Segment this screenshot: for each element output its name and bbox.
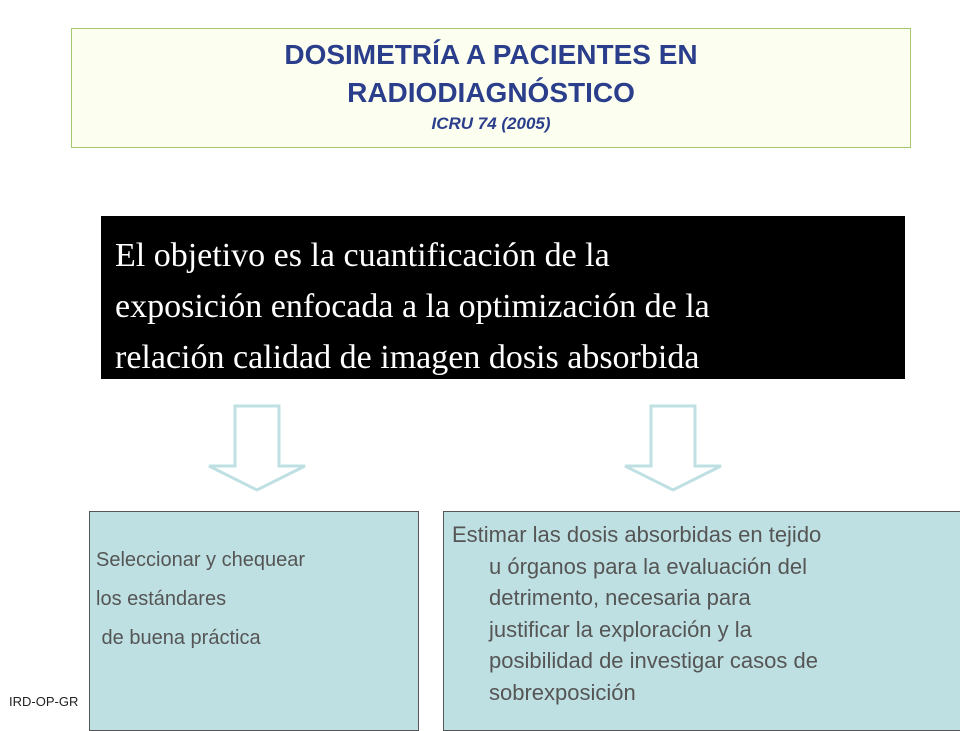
- page-title: [72, 36, 910, 112]
- title-box: [71, 28, 911, 148]
- left-box-line-1: Seleccionar y chequear: [96, 549, 306, 571]
- right-box-line-2: u órganos para la evaluación del: [489, 553, 808, 579]
- objective-box: [101, 216, 905, 379]
- left-box-line-3: de buena práctica: [96, 627, 261, 649]
- objective-line-3: relación calidad de imagen dosis absorbida: [115, 339, 700, 376]
- right-box-line-6: sobrexposición: [489, 679, 636, 705]
- right-box-line-1: Estimar las dosis absorbidas en tejido: [452, 522, 822, 547]
- right-info-box: [443, 511, 960, 731]
- footer-code: IRD-OP-GR: [9, 694, 79, 709]
- title-line-2: RADIODIAGNÓSTICO: [347, 77, 635, 108]
- right-box-line-3: detrimento, necesaria para: [489, 585, 751, 610]
- title-line-1: DOSIMETRÍA A PACIENTES EN: [284, 39, 698, 70]
- down-arrow-icon: [206, 404, 308, 492]
- objective-line-1: El objetivo es la cuantificación de la: [115, 237, 610, 274]
- left-info-box: [89, 511, 419, 731]
- right-box-line-5: posibilidad de investigar casos de: [489, 648, 818, 673]
- down-arrow-icon: [622, 404, 724, 492]
- left-box-line-2: los estándares: [96, 588, 227, 610]
- objective-line-2: exposición enfocada a la optimización de la: [115, 288, 710, 325]
- title-subtitle: ICRU 74 (2005): [431, 114, 551, 133]
- right-box-line-4: justificar la exploración y la: [489, 616, 752, 642]
